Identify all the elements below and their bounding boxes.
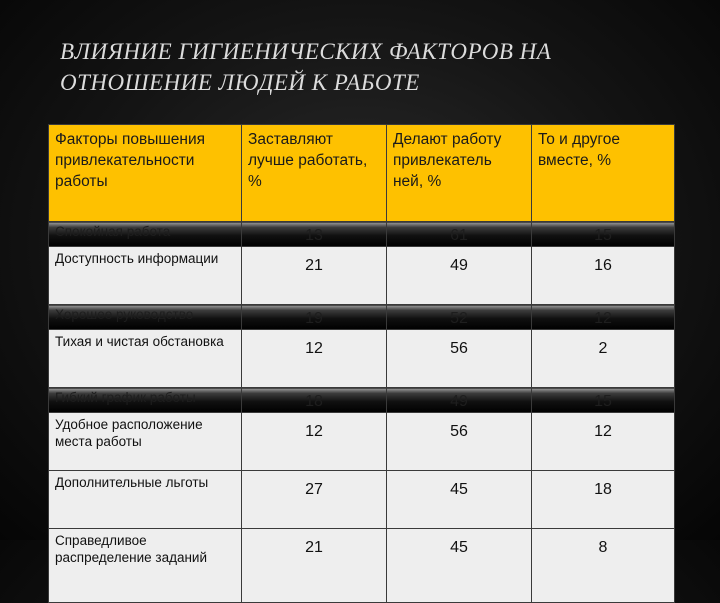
row-better: 21 [242, 247, 387, 305]
row-factor: Тихая и чистая обстановка [49, 330, 242, 388]
table-row [49, 330, 675, 388]
row-attractive: 45 [387, 471, 532, 529]
row-both: 16 [532, 247, 675, 305]
table-header [49, 125, 675, 222]
slide-title [60, 36, 700, 98]
header-both: То и другое вместе, % [532, 125, 675, 222]
row-attractive: 56 [387, 413, 532, 471]
row-better: 13 [242, 222, 387, 247]
table-row [49, 471, 675, 529]
row-factor: Гибкий график работы [49, 388, 242, 413]
table-row [49, 413, 675, 471]
row-better: 27 [242, 471, 387, 529]
row-both: 15 [532, 388, 675, 413]
row-factor: Спокойная работа [49, 222, 242, 247]
row-better: 19 [242, 305, 387, 330]
row-factor: Хорошее руководство [49, 305, 242, 330]
row-better: 21 [242, 529, 387, 603]
row-factor: Удобное расположение места работы [49, 413, 242, 471]
slide-title-line-1: ВЛИЯНИЕ ГИГИЕНИЧЕСКИХ ФАКТОРОВ НА [60, 39, 552, 64]
header-factors: Факторы повышения привлекательности работы [49, 125, 242, 222]
factors-table [48, 124, 675, 603]
row-both: 12 [532, 305, 675, 330]
row-both: 2 [532, 330, 675, 388]
row-attractive: 56 [387, 330, 532, 388]
row-factor: Доступность информации [49, 247, 242, 305]
row-attractive: 49 [387, 388, 532, 413]
header-work-better: Заставляют лучше работать, % [242, 125, 387, 222]
table-row [49, 388, 675, 413]
row-attractive: 49 [387, 247, 532, 305]
row-attractive: 45 [387, 529, 532, 603]
row-factor: Справедливое распределение заданий [49, 529, 242, 603]
row-attractive: 52 [387, 305, 532, 330]
table-row [49, 222, 675, 247]
row-both: 15 [532, 222, 675, 247]
slide-title-line-2: ОТНОШЕНИЕ ЛЮДЕЙ К РАБОТЕ [60, 70, 420, 95]
row-factor: Дополнительные льготы [49, 471, 242, 529]
row-better: 18 [242, 388, 387, 413]
row-both: 12 [532, 413, 675, 471]
row-better: 12 [242, 413, 387, 471]
table-row [49, 247, 675, 305]
header-attractive: Делают работу привлекатель ней, % [387, 125, 532, 222]
row-both: 18 [532, 471, 675, 529]
row-both: 8 [532, 529, 675, 603]
row-attractive: 61 [387, 222, 532, 247]
table-row [49, 305, 675, 330]
row-better: 12 [242, 330, 387, 388]
